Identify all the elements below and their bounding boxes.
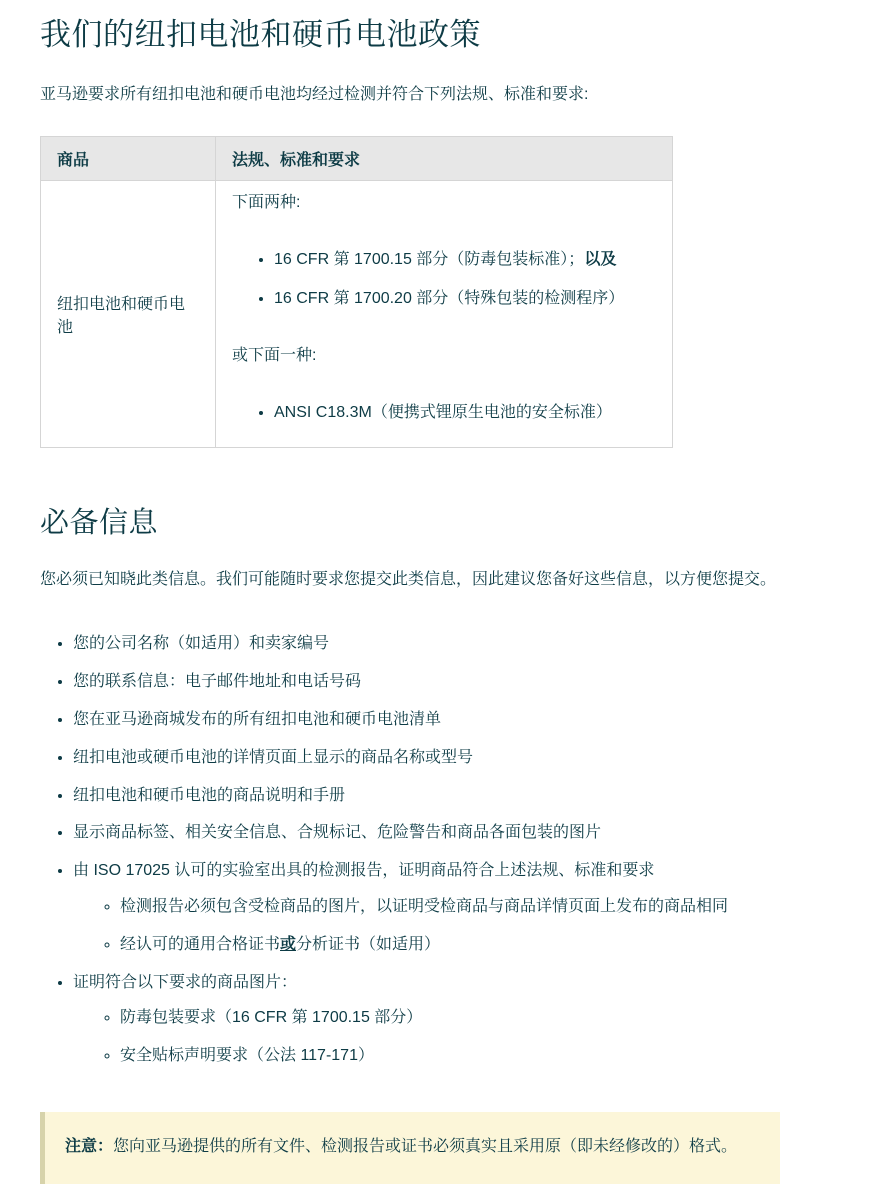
- sublist-item-certificate: ◦ 经认可的通用合格证书或分析证书（如适用）: [120, 933, 840, 958]
- rules-one-list: [232, 401, 656, 425]
- note-text: 您向亚马逊提供的所有文件、检测报告或证书必须真实且采用原（即未经修改的）格式。: [113, 1137, 738, 1155]
- test-report-sublist: [73, 895, 860, 958]
- required-info-intro: 您必须已知晓此类信息。我们可能随时要求您提交此类信息，因此建议您备好这些信息，以方便您提交。: [40, 571, 777, 589]
- sublist-item-poison-packaging: ◦ 防毒包装要求（16 CFR 第 1700.15 部分）: [120, 1006, 840, 1031]
- table-row: [41, 181, 673, 448]
- table-header-rules: 法规、标准和要求: [216, 137, 673, 181]
- page-intro: 亚马逊要求所有纽扣电池和硬币电池均经过检测并符合下列法规、标准和要求:: [40, 85, 589, 103]
- rules-intro-one: 或下面一种:: [232, 347, 317, 365]
- note-box: [40, 1112, 780, 1184]
- list-item-product-name: • 纽扣电池或硬币电池的详情页面上显示的商品名称或型号: [73, 746, 860, 771]
- list-item-images: • 显示商品标签、相关安全信息、合规标记、危险警告和商品各面包装的图片: [73, 821, 860, 846]
- section-title-required-info: 必备信息: [40, 507, 159, 540]
- bold-and: 以及: [584, 251, 617, 269]
- list-item-company: • 您的公司名称（如适用）和卖家编号: [73, 632, 860, 657]
- product-cell: 纽扣电池和硬币电池: [41, 181, 216, 448]
- rules-cell: [216, 181, 673, 448]
- proof-images-sublist: [73, 1006, 860, 1069]
- list-item-contact: • 您的联系信息：电子邮件地址和电话号码: [73, 670, 860, 695]
- rules-intro-two: 下面两种:: [232, 194, 301, 212]
- list-item-test-report: • 由 ISO 17025 认可的实验室出具的检测报告，证明商品符合上述法规、标准和要求 ◦ 检测报告必须包含受检商品的图片，以证明受检商品与商品详情页面上发布的商品相同 ◦ 经认可的通用合格证书或分析证书（如适用）: [73, 859, 860, 957]
- rule-item-cfr-1700-20: • 16 CFR 第 1700.20 部分（特殊包装的检测程序）: [274, 287, 656, 311]
- sublist-item-report-photo: ◦ 检测报告必须包含受检商品的图片，以证明受检商品与商品详情页面上发布的商品相同: [120, 895, 840, 920]
- required-info-list: [40, 632, 860, 1069]
- bold-or: 或: [280, 935, 297, 953]
- list-item-listings: • 您在亚马逊商城发布的所有纽扣电池和硬币电池清单: [73, 708, 860, 733]
- page-title: 我们的纽扣电池和硬币电池政策: [40, 17, 481, 52]
- list-item-proof-images: • 证明符合以下要求的商品图片： ◦ 防毒包装要求（16 CFR 第 1700.15 部分） ◦ 安全贴标声明要求（公法 117-171）: [73, 971, 860, 1069]
- rule-item-cfr-1700-15: • 16 CFR 第 1700.15 部分（防毒包装标准）；以及: [274, 248, 656, 272]
- rules-two-list: [232, 248, 656, 311]
- note-label: 注意：: [65, 1137, 114, 1155]
- rule-item-ansi: • ANSI C18.3M（便携式锂原生电池的安全标准）: [274, 401, 656, 425]
- policy-table: [40, 136, 673, 448]
- sublist-item-safety-label: ◦ 安全贴标声明要求（公法 117-171）: [120, 1044, 840, 1069]
- table-header-row: [41, 137, 673, 181]
- table-header-product: 商品: [41, 137, 216, 181]
- list-item-manuals: • 纽扣电池和硬币电池的商品说明和手册: [73, 784, 860, 809]
